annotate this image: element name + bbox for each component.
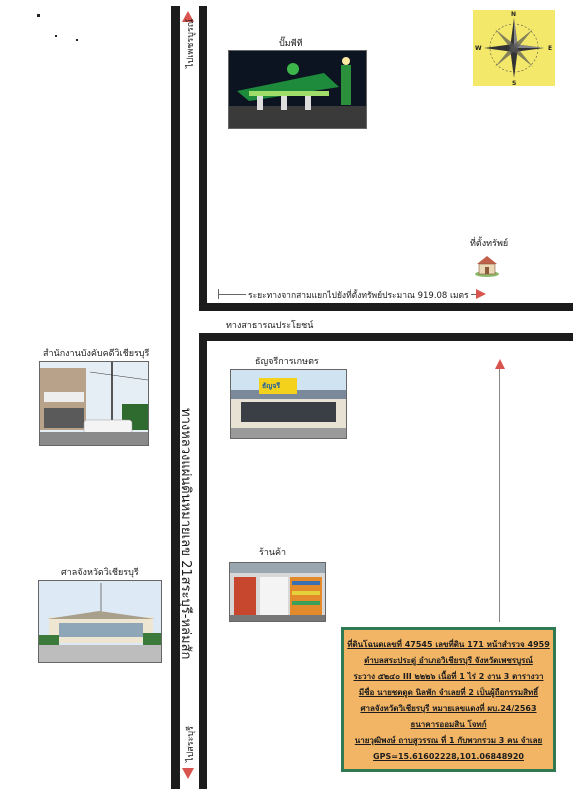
gas-station-photo — [228, 50, 367, 129]
info-plaintiff: ธนาคารออมสิน โจทก์ — [410, 720, 487, 729]
public-road-label: ทางสาธารณประโยชน์ — [226, 321, 314, 331]
public-road — [199, 333, 573, 341]
compass-icon — [473, 10, 555, 86]
route-line — [499, 366, 500, 622]
info-location: ตำบลสระประดู่ อำเภอวิเชียรบุรี จังหวัดเพชรบูรณ์ — [364, 656, 533, 665]
distance-tick — [218, 289, 219, 299]
court-label: ศาลจังหวัดวิเชียรบุรี — [61, 568, 139, 578]
compass-e-label: E — [548, 45, 553, 52]
shop-label: ร้านค้า — [259, 548, 287, 558]
side-road-south — [199, 334, 207, 789]
route-arrow-icon — [494, 358, 506, 370]
side-road-north — [199, 6, 207, 310]
compass-s-label: S — [512, 80, 517, 86]
main-highway-road — [171, 6, 180, 789]
compass-w-label: W — [475, 45, 482, 52]
office-label: สำนักงานบังคับคดีวิเชียรบุรี — [43, 349, 150, 359]
compass-n-label: N — [511, 11, 517, 18]
info-owner: มีชื่อ นายชดดูด นิลพัก จำเลยที่ 2 เป็นผู้ถือกรรมสิทธิ์ — [358, 688, 539, 697]
info-court-case: ศาลจังหวัดวิเชียรบุรี หมายเลขแดงที่ ผบ.24/2563 — [360, 704, 537, 713]
compass-rose — [473, 10, 555, 86]
info-defendant: นายวุฒิพงษ์ ถาบสูวรรณ ที่ 1 กับพวกรวม 3 คน จำเลย — [354, 736, 543, 745]
court-photo — [38, 580, 162, 663]
main-highway-label: ทางหลวงแผ่นดินหมายเลข 21สระบุรี-หล่มสัก — [178, 408, 193, 660]
upper-horizontal-road — [199, 303, 573, 311]
agri-shop-sign: ธัญจรี — [262, 382, 281, 390]
info-title-deed: ที่ดินโฉนดเลขที่ 47545 เลขที่ดิน 171 หน้าสำรวจ 4959 — [347, 640, 550, 649]
shop-photo — [229, 562, 326, 622]
office-photo — [39, 361, 149, 446]
scan-mark — [76, 39, 78, 41]
distance-label: ระยะทางจากสามแยกไปยังที่ตั้งทรัพย์ประมาณ 919.08 เมตร — [246, 288, 471, 302]
agri-shop-photo — [230, 369, 347, 439]
house-icon — [474, 253, 500, 277]
agri-shop-label: ธัญจรีการเกษตร — [255, 357, 319, 367]
south-arrow-icon — [181, 766, 195, 780]
south-direction-label: ไปสระบุรี — [186, 726, 196, 762]
property-info-box — [341, 627, 556, 772]
scan-mark — [37, 14, 40, 17]
info-area: ระวาง ๕๒๔๐ III ๒๒๒๖ เนื้อที่ 1 ไร่ 2 งาน 3 ตารางวา — [353, 672, 544, 681]
north-direction-label: ไปเพชรบูรณ์ — [186, 18, 196, 68]
distance-arrow-icon — [475, 288, 487, 300]
scan-mark — [55, 35, 57, 37]
gas-station-label: ปั๊มพีที — [279, 39, 303, 49]
property-label: ที่ตั้งทรัพย์ — [470, 239, 509, 249]
info-gps: GPS=15.61602228,101.06848920 — [373, 752, 524, 761]
